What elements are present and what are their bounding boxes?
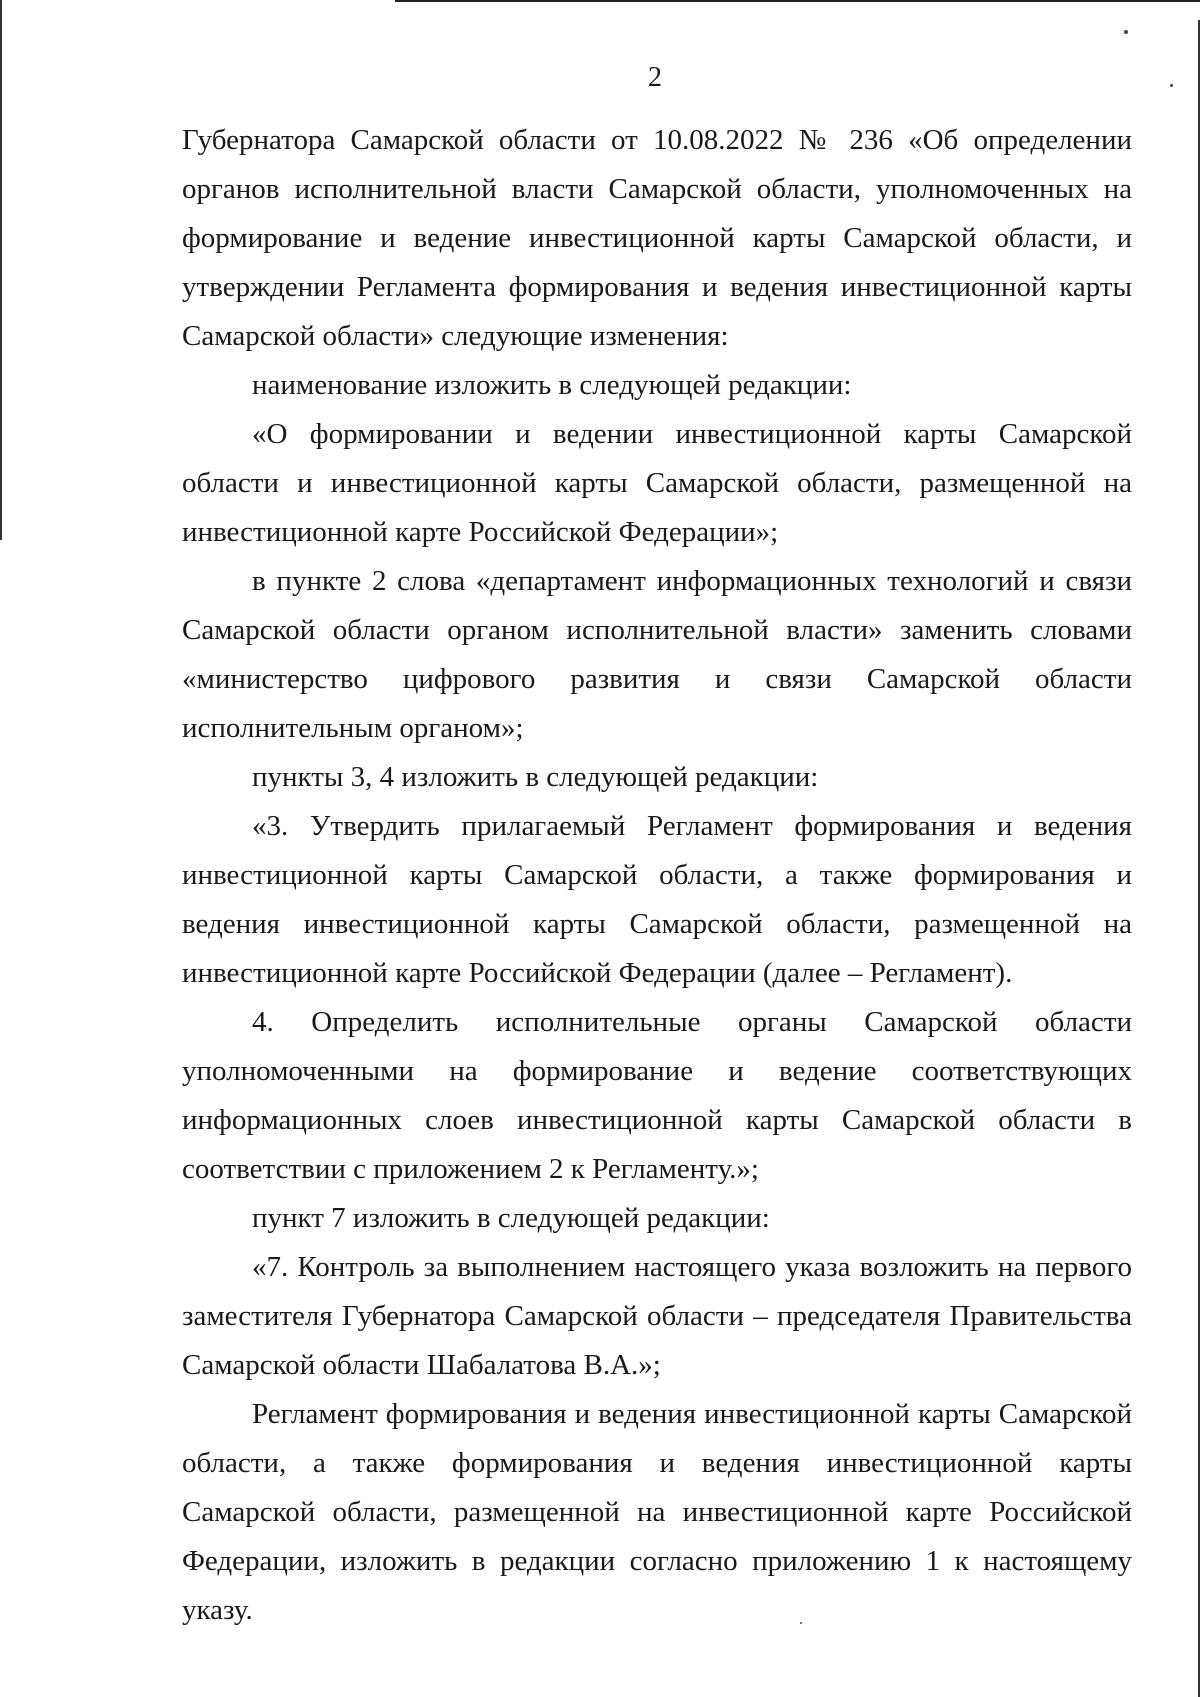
paragraph-new-title: «О формировании и ведении инвестиционной карты Самарской области и инвестиционной карты Самарской области, размещенной на инвестиционной карте Российской Федерации»; xyxy=(182,418,1132,548)
scan-edge-top xyxy=(395,0,1200,2)
document-body xyxy=(182,116,1132,1635)
paragraph-point-7-change: пункт 7 изложить в следующей редакции: xyxy=(252,1202,770,1234)
paragraph-point-7: «7. Контроль за выполнением настоящего указа возложить на первого заместителя Губернатора Самарской области – председателя Правительства Самарской области Шабалатова В.А.»; xyxy=(182,1251,1132,1381)
paragraph-regulation-change: Регламент формирования и ведения инвестиционной карты Самарской области, а также формирования и ведения инвестиционной карты Самарской области, размещенной на инвестиционной карте Российской Федерации, изложить в редакции согласно приложению 1 к настоящему указу. xyxy=(182,1398,1132,1626)
scan-speck xyxy=(1124,30,1128,34)
paragraph-point-4: 4. Определить исполнительные органы Самарской области уполномоченными на формирование и ведение соответствующих информационных слоев инвестиционной карты Самарской области в соответствии с приложением 2 к Регламенту.»; xyxy=(182,1006,1132,1185)
paragraph-point-3: «3. Утвердить прилагаемый Регламент формирования и ведения инвестиционной карты Самарской области, а также формирования и ведения инвестиционной карты Самарской области, размещенной на инвестиционной карте Российской Федерации (далее – Регламент). xyxy=(182,810,1132,989)
paragraph-points-3-4-change: пункты 3, 4 изложить в следующей редакции: xyxy=(252,761,819,793)
paragraph-amendment-intro: Губернатора Самарской области от 10.08.2022 № 236 «Об определении органов исполнительной власти Самарской области, уполномоченных на формирование и ведение инвестиционной карты Самарской области, и утверждении Регламента формирования и ведения инвестиционной карты Самарской области» следующие изменения: xyxy=(182,124,1132,352)
paragraph-title-change: наименование изложить в следующей редакции: xyxy=(252,369,852,401)
page-number: 2 xyxy=(648,62,662,93)
paragraph-point-2-change: в пункте 2 слова «департамент информационных технологий и связи Самарской области органом исполнительной власти» заменить словами «министерство цифрового развития и связи Самарской области исполнительным органом»; xyxy=(182,565,1132,744)
